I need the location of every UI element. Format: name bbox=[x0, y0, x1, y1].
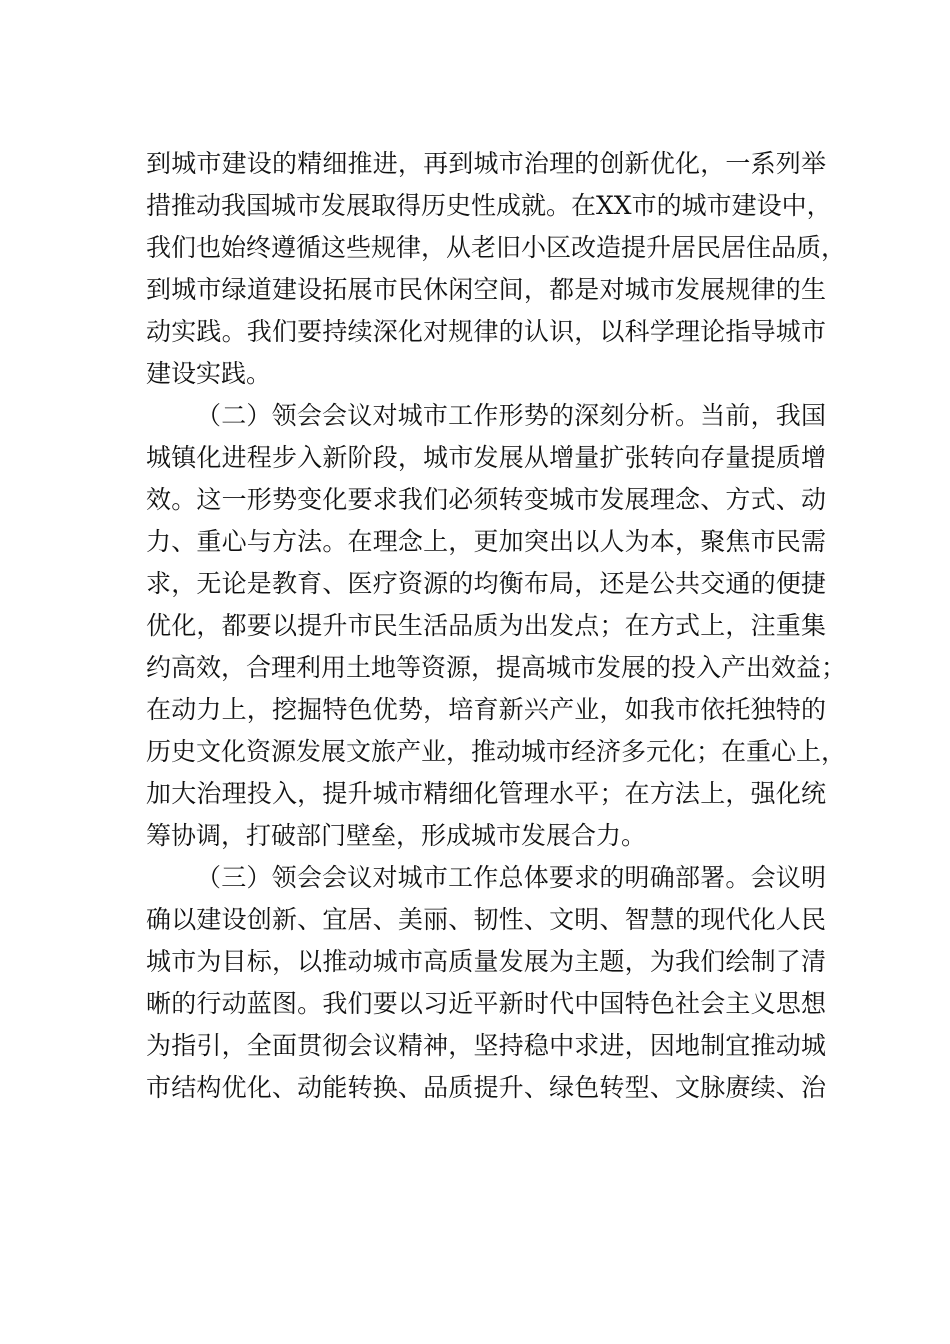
section-heading-line: （三）领会会议对城市工作总体要求的明确部署。会议明 bbox=[196, 863, 826, 892]
text-line: 我们也始终遵循这些规律，从老旧小区改造提升居民居住品质， bbox=[146, 233, 847, 262]
text-line: 历史文化资源发展文旅产业，推动城市经济多元化；在重心上， bbox=[146, 737, 847, 766]
text-line: 筹协调，打破部门壁垒，形成城市发展合力。 bbox=[146, 821, 647, 850]
text-line: 到城市绿道建设拓展市民休闲空间，都是对城市发展规律的生 bbox=[146, 275, 826, 304]
text-line: 城镇化进程步入新阶段，城市发展从增量扩张转向存量提质增 bbox=[146, 443, 826, 472]
text-line: 求，无论是教育、医疗资源的均衡布局，还是公共交通的便捷 bbox=[146, 569, 826, 598]
text-line: 优化，都要以提升市民生活品质为出发点；在方式上，注重集 bbox=[146, 611, 826, 640]
text-line: 市结构优化、动能转换、品质提升、绿色转型、文脉赓续、治 bbox=[146, 1073, 826, 1102]
text-line: 晰的行动蓝图。我们要以习近平新时代中国特色社会主义思想 bbox=[146, 989, 826, 1018]
text-line: 力、重心与方法。在理念上，更加突出以人为本，聚焦市民需 bbox=[146, 527, 826, 556]
text-line: 加大治理投入，提升城市精细化管理水平；在方法上，强化统 bbox=[146, 779, 826, 808]
text-line: 在动力上，挖掘特色优势，培育新兴产业，如我市依托独特的 bbox=[146, 695, 826, 724]
text-line: 为指引，全面贯彻会议精神，坚持稳中求进，因地制宜推动城 bbox=[146, 1031, 826, 1060]
text-line: 到城市建设的精细推进，再到城市治理的创新优化，一系列举 bbox=[146, 149, 826, 178]
text-line: 建设实践。 bbox=[146, 359, 272, 388]
section-heading-line: （二）领会会议对城市工作形势的深刻分析。当前，我国 bbox=[196, 401, 826, 430]
text-line: 效。这一形势变化要求我们必须转变城市发展理念、方式、动 bbox=[146, 485, 826, 514]
text-line: 动实践。我们要持续深化对规律的认识，以科学理论指导城市 bbox=[146, 317, 826, 346]
text-line: 措推动我国城市发展取得历史性成就。在XX市的城市建设中， bbox=[146, 191, 832, 220]
text-line: 约高效，合理利用土地等资源，提高城市发展的投入产出效益； bbox=[146, 653, 847, 682]
text-line: 城市为目标，以推动城市高质量发展为主题，为我们绘制了清 bbox=[146, 947, 826, 976]
text-line: 确以建设创新、宜居、美丽、韧性、文明、智慧的现代化人民 bbox=[146, 905, 826, 934]
